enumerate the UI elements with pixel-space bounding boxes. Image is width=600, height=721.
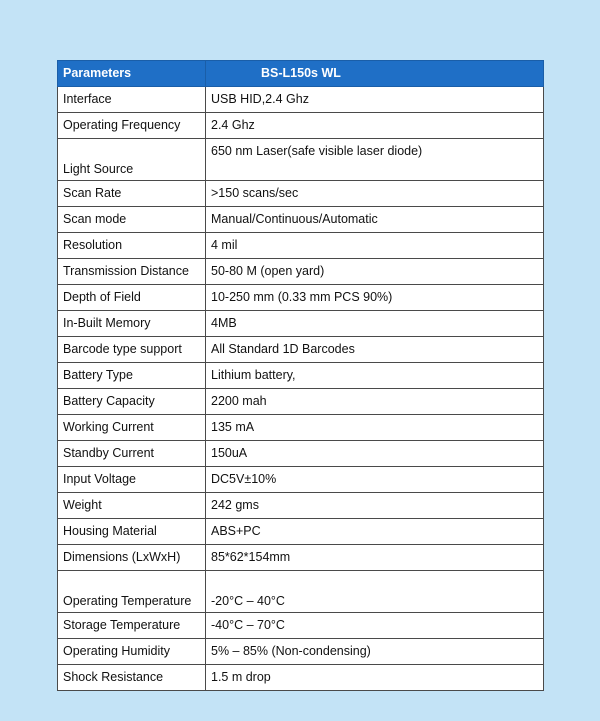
row-value: 150uA [206,441,544,467]
header-model: BS-L150s WL [206,61,544,87]
row-value: ABS+PC [206,519,544,545]
table-row [58,363,544,389]
row-value: 4 mil [206,233,544,259]
row-value: 1.5 m drop [206,665,544,691]
table-row [58,467,544,493]
table-row [58,545,544,571]
row-parameter: Working Current [58,415,206,441]
row-value: 85*62*154mm [206,545,544,571]
row-value: USB HID,2.4 Ghz [206,87,544,113]
row-value: 10-250 mm (0.33 mm PCS 90%) [206,285,544,311]
row-parameter: Barcode type support [58,337,206,363]
row-parameter: Battery Capacity [58,389,206,415]
table-header-row [58,61,544,87]
table-row [58,233,544,259]
table-row [58,493,544,519]
row-parameter: Depth of Field [58,285,206,311]
table-row [58,441,544,467]
table-row [58,87,544,113]
table-row [58,259,544,285]
row-parameter: Housing Material [58,519,206,545]
row-value: DC5V±10% [206,467,544,493]
row-value: -20°C – 40°C [206,571,544,613]
row-value: 5% – 85% (Non-condensing) [206,639,544,665]
table-row [58,613,544,639]
table-row [58,285,544,311]
row-value: 4MB [206,311,544,337]
table-row [58,665,544,691]
row-parameter: Shock Resistance [58,665,206,691]
row-parameter: Storage Temperature [58,613,206,639]
table-row [58,311,544,337]
row-parameter: Interface [58,87,206,113]
table-row [58,639,544,665]
table-row [58,139,544,181]
row-value: 650 nm Laser(safe visible laser diode) [206,139,544,181]
table-row [58,415,544,441]
row-parameter: In-Built Memory [58,311,206,337]
row-value: All Standard 1D Barcodes [206,337,544,363]
row-parameter: Scan Rate [58,181,206,207]
row-parameter: Operating Frequency [58,113,206,139]
table-row [58,389,544,415]
specifications-table [57,60,544,691]
row-parameter: Resolution [58,233,206,259]
table-row [58,181,544,207]
row-value: 2.4 Ghz [206,113,544,139]
row-parameter: Operating Temperature [58,571,206,613]
row-value: 50-80 M (open yard) [206,259,544,285]
row-value: 2200 mah [206,389,544,415]
table-row [58,571,544,613]
row-parameter: Transmission Distance [58,259,206,285]
row-parameter: Input Voltage [58,467,206,493]
row-parameter: Light Source [58,139,206,181]
row-value: Manual/Continuous/Automatic [206,207,544,233]
row-parameter: Battery Type [58,363,206,389]
header-parameters: Parameters [58,61,206,87]
row-parameter: Operating Humidity [58,639,206,665]
row-parameter: Standby Current [58,441,206,467]
row-parameter: Weight [58,493,206,519]
row-value: >150 scans/sec [206,181,544,207]
row-value: 242 gms [206,493,544,519]
row-value: 135 mA [206,415,544,441]
row-value: -40°C – 70°C [206,613,544,639]
row-parameter: Dimensions (LxWxH) [58,545,206,571]
table-row [58,207,544,233]
row-value: Lithium battery, [206,363,544,389]
table-row [58,337,544,363]
table-row [58,113,544,139]
row-parameter: Scan mode [58,207,206,233]
table-row [58,519,544,545]
